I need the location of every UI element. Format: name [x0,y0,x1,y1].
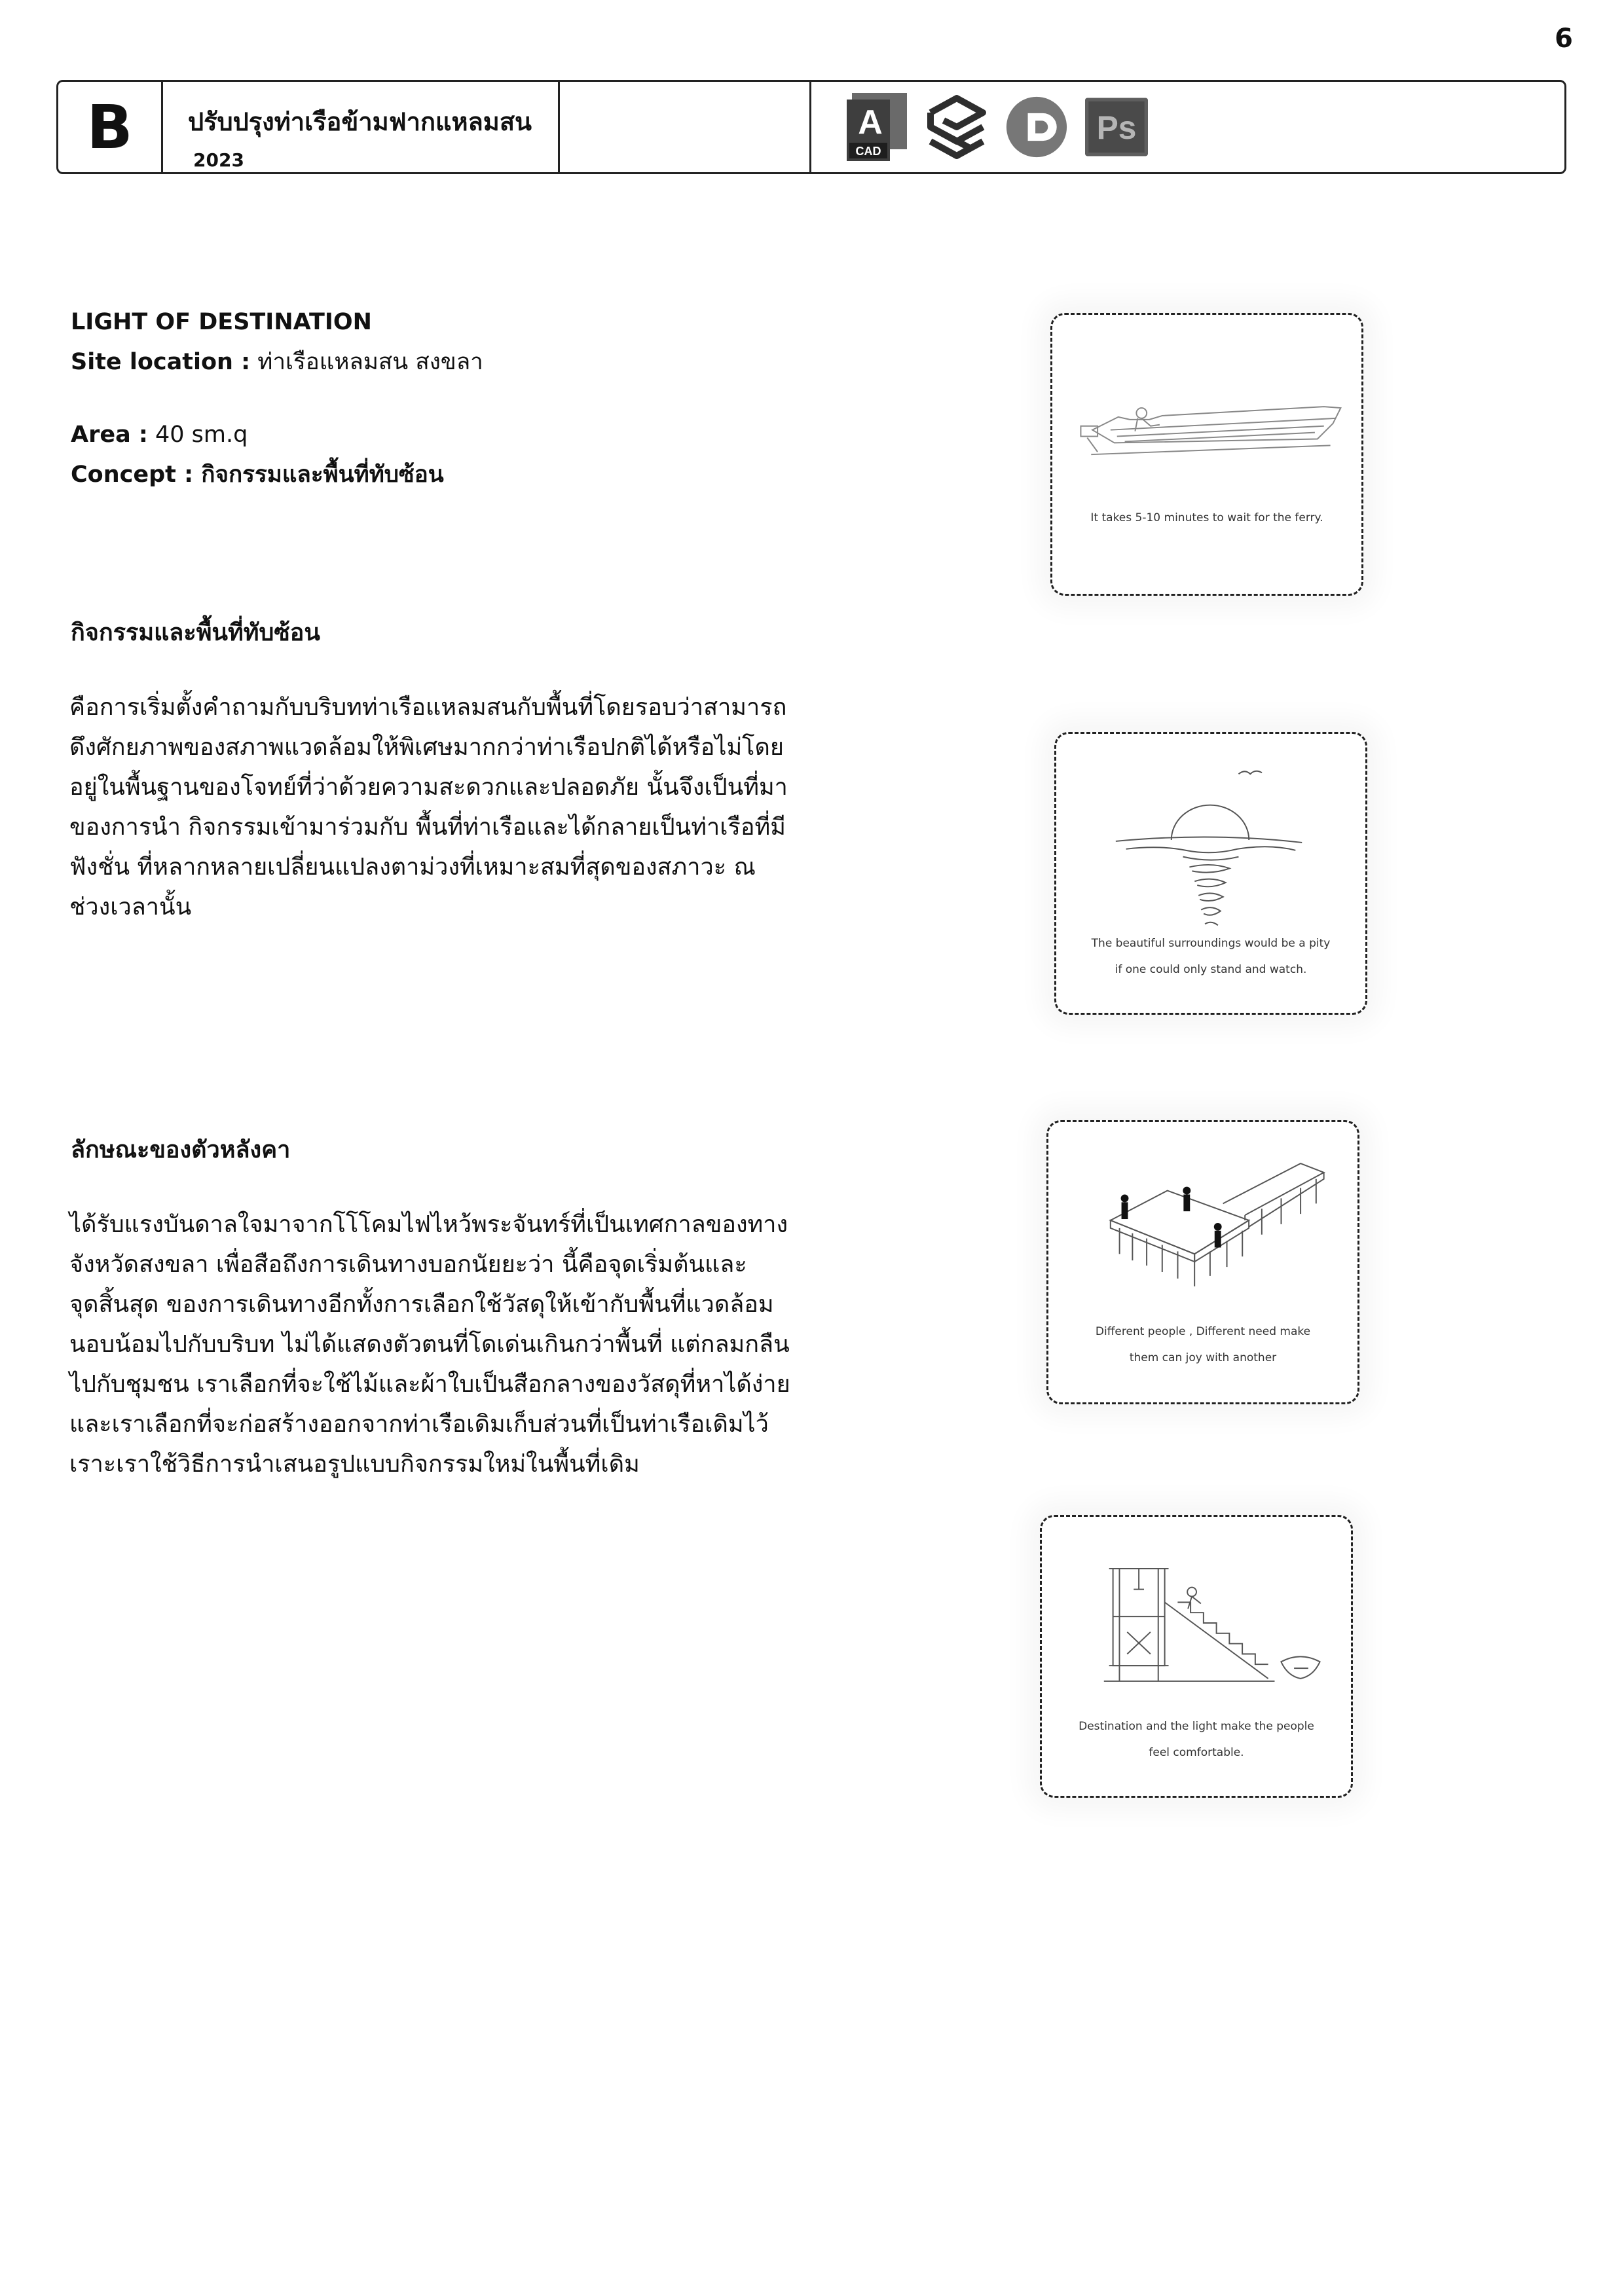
section-body-activity: คือการเริ่มตั้งคำถามกับบริบทท่าเรือแหลมสนกับพื้นที่โดยรอบว่าสามารถ ดึงศักยภาพของสภาพแวดล้อมให้พิเศษมากกว่าท่าเรือปกติได้หรือไม่โดย อยู่ในพื้นฐานของโจทย์ที่ว่าด้วยความสะดวกและปลอดภัย นั้นจึงเป็นที่มา ของการนำ กิจกรรมเข้ามาร่วมกับ พื้นที่ท่าเรือและได้กลายเป็นท่าเรือที่มี ฟังชั่น ที่หลากหลายเปลี่ยนแปลงตาม่วงที่เหมาะสมที่สุดของสภาวะ ณ ช่วงเวลานั้น [69,694,788,920]
section-body-roof: ได้รับแรงบันดาลใจมาจากโโโคมไฟไหว้พระจันทร์ที่เป็นเทศกาลของทาง จังหวัดสงขลา เพื่อสือถึงการเดินทางบอกนัยยะว่า นี้คือจุดเริ่มต้นและ จุดสิ้นสุด ของการเดินทางอีกทั้งการเลือกใช้วัสดุให้เข้ากับพื้นที่แวดล้อม นอบน้อมไปกับบริบท ไม่ได้แสดงตัวตนที่โดเด่นเกินกว่าพื้นที่ แต่กลมกลืน ไปกับชุมชน เราเลือกที่จะใช้ไม้และผ้าใบเป็นสือกลางของวัสดุที่หาได้ง่าย และเราเลือกที่จะก่อสร้างออกจากท่าเรือเดิมเก็บส่วนที่เป็นท่าเรือเดิมไว้ เราะเราใช้วิธีการนำเสนอรูปแบบกิจกรรมใหม่ในพื้นที่เดิม [69,1211,790,1478]
pier-deck-sketch [1048,1122,1357,1319]
project-title: ปรับปรุงท่าเรือข้ามฟากแหลมสน [188,107,532,136]
section-title-roof: ลักษณะของตัวหลังคา [71,1137,291,1163]
sunset-sketch [1056,734,1365,943]
section-letter: B [58,82,163,172]
card-caption-sunset: The beautiful surroundings would be a pity if one could only stand and watch. [1091,937,1331,976]
autocad-icon [845,93,908,161]
boat-sketch [1052,315,1361,511]
concept: Concept : กิจกรรมและพื้นที่ทับซ้อน [71,462,444,488]
pavilion-stairs-sketch [1042,1517,1351,1726]
section-title-activity: กิจกรรมและพื้นที่ทับซ้อน [71,619,321,646]
photoshop-icon [1085,93,1148,161]
illustration-card-pavilion [1040,1515,1353,1798]
card-caption-boat: It takes 5-10 minutes to wait for the ferry. [1090,511,1323,524]
project-title-cell [163,82,560,172]
project-info [71,302,483,495]
project-header [56,80,1566,174]
project-year: 2023 [193,149,244,171]
area-label: Area : [71,422,148,448]
site-label: Site location : [71,349,251,375]
site-location [71,342,483,382]
site-value: ท่าเรือแหลมสน สงขลา [250,349,483,375]
card-caption-pier: Different people , Different need make them can joy with another [1095,1325,1311,1364]
svg-text:CAD: CAD [855,145,881,158]
sketchup-icon [925,93,988,161]
page-number: 6 [1555,24,1573,54]
card-caption-pavilion: Destination and the light make the people feel comfortable. [1079,1720,1314,1759]
svg-text:A: A [858,103,883,141]
header-empty-cell [560,82,811,172]
illustration-card-boat [1050,313,1363,596]
software-icons [811,82,1564,172]
area [71,415,483,455]
d5-render-icon [1005,93,1068,161]
svg-text:Ps: Ps [1096,109,1137,146]
area-value: 40 sm.q [147,422,248,448]
project-name: LIGHT OF DESTINATION [71,309,372,335]
illustration-card-pier [1046,1120,1359,1404]
illustration-card-sunset [1054,732,1367,1015]
